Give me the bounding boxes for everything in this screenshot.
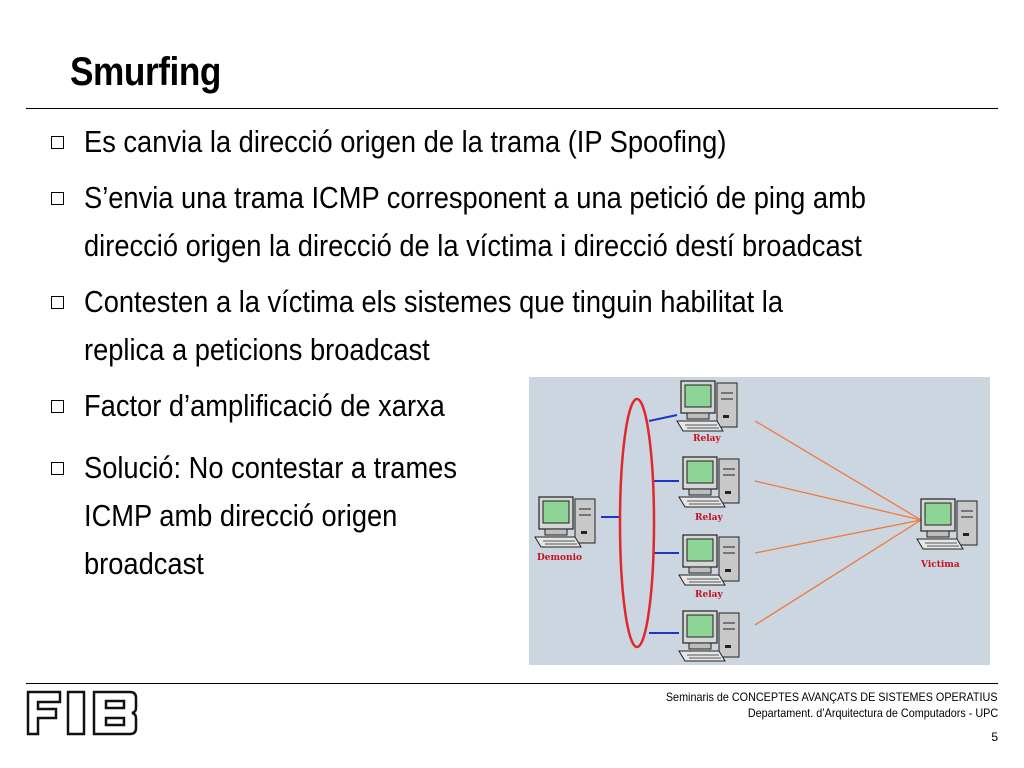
bullet-text: Contesten a la víctima els sistemes que tinguin habilitat la replica a peticions broadcast xyxy=(84,284,784,367)
square-bullet-icon xyxy=(51,136,64,149)
footer-divider xyxy=(26,683,998,684)
relay-computer-icon xyxy=(679,535,739,585)
square-bullet-icon xyxy=(51,296,64,309)
bullet-item xyxy=(48,444,534,588)
title-divider xyxy=(26,108,998,109)
relay-label: Relay xyxy=(695,513,723,523)
square-bullet-icon xyxy=(51,400,64,413)
bullet-item xyxy=(48,118,978,166)
slide-title: Smurfing xyxy=(70,50,221,94)
victim-computer-icon xyxy=(917,499,977,549)
attacker-label: Demonio xyxy=(537,553,583,563)
fib-logo xyxy=(26,690,138,736)
relay-computer-icon xyxy=(679,457,739,507)
footer-course: Seminaris de CONCEPTES AVANÇATS DE SISTEMES OPERATIUS xyxy=(666,690,998,704)
square-bullet-icon xyxy=(51,462,64,475)
smurf-network-diagram xyxy=(529,377,990,665)
bullet-item xyxy=(48,174,978,270)
bullet-text: Factor d’amplificació de xarxa xyxy=(84,388,445,423)
relay-computer-icon xyxy=(679,611,739,661)
attacker-computer-icon xyxy=(535,497,595,547)
square-bullet-icon xyxy=(51,192,64,205)
bullet-item xyxy=(48,278,978,374)
relay-label: Relay xyxy=(695,590,723,600)
relay-computer-icon xyxy=(677,381,737,431)
bullet-text: S’envia una trama ICMP corresponent a una petició de ping amb direcció origen la direcció de la víctima i direcció destí broadcast xyxy=(84,180,866,263)
bullet-text: Solució: No contestar a trames ICMP amb direcció origen broadcast xyxy=(84,450,457,581)
footer-department: Departament. d’Arquitectura de Computadors - UPC xyxy=(747,706,998,720)
bullet-text: Es canvia la direcció origen de la trama (IP Spoofing) xyxy=(84,124,727,159)
victim-label: Victima xyxy=(921,560,960,570)
relay-label: Relay xyxy=(693,434,721,444)
page-number: 5 xyxy=(991,730,998,744)
